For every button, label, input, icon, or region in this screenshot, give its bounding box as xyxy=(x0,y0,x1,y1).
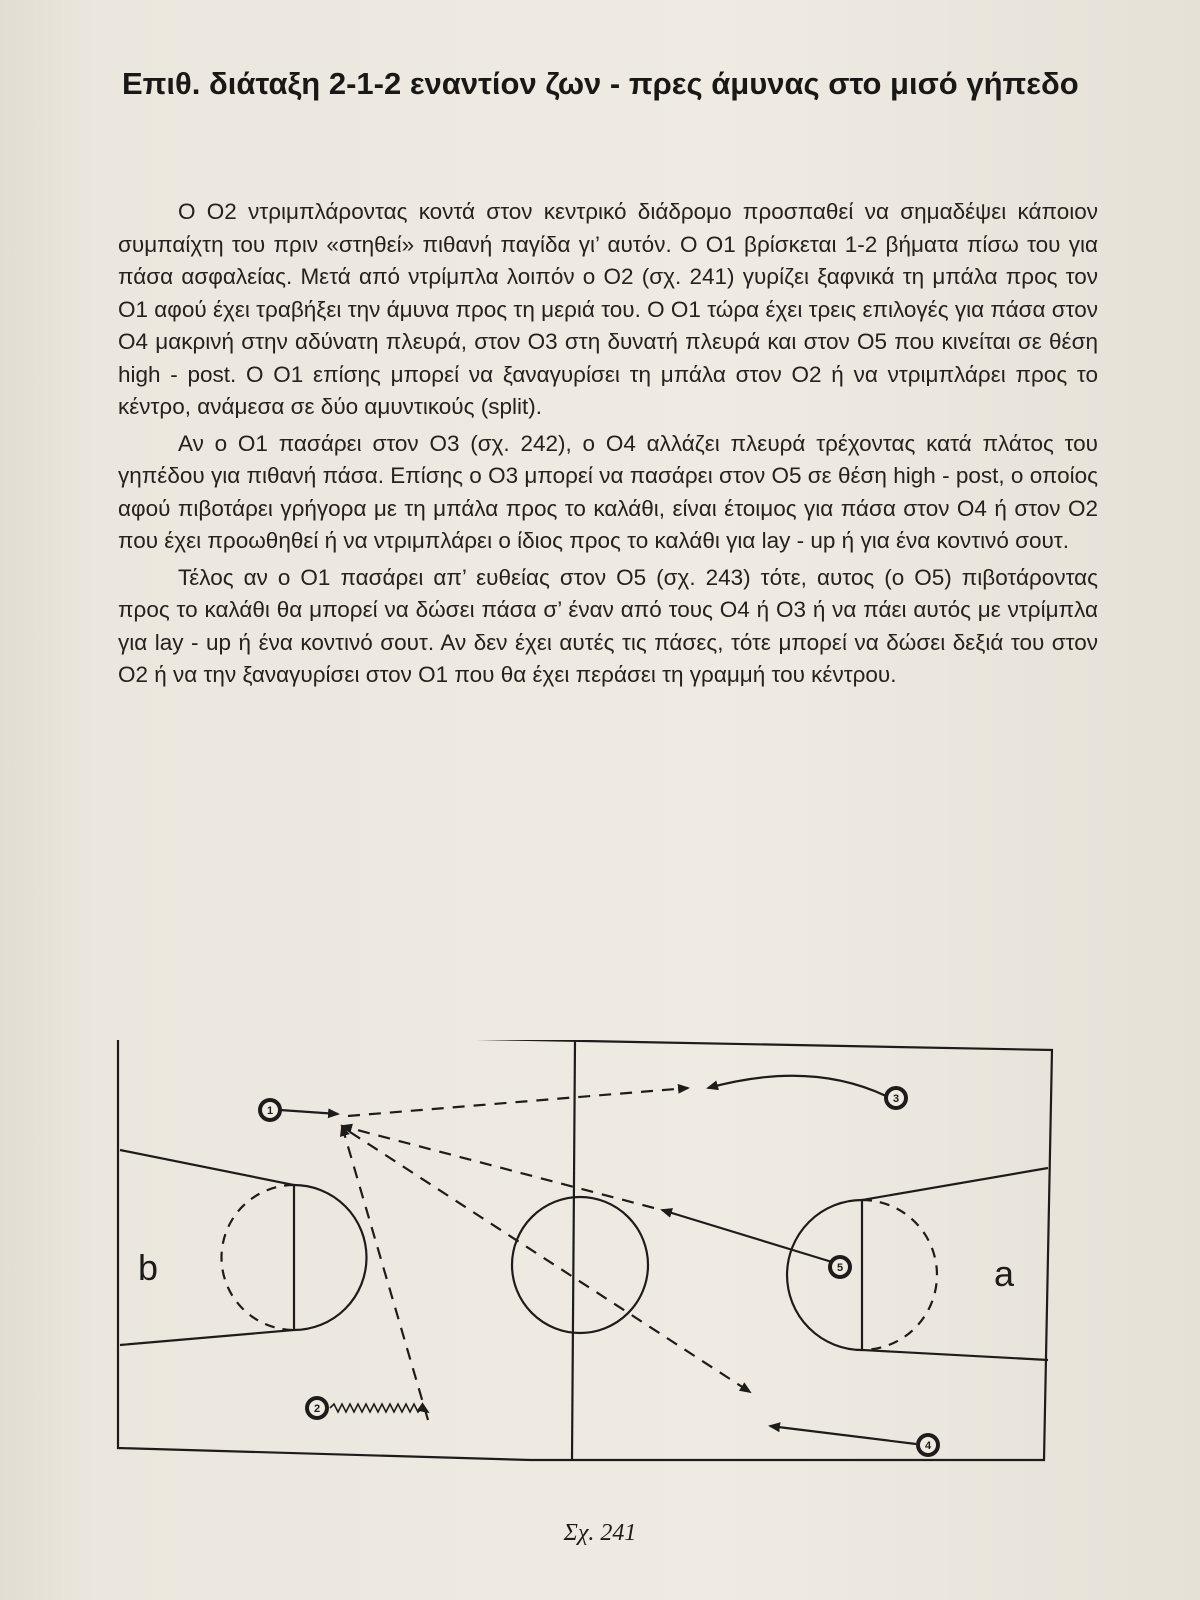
basket-left-label: b xyxy=(138,1247,159,1288)
section-heading: Επιθ. διάταξη 2-1-2 εναντίον ζων - πρες άμυνας στο μισό γήπεδο xyxy=(122,66,1079,101)
o1-move-line xyxy=(280,1110,338,1114)
o2-dribble-path xyxy=(330,1404,428,1412)
player-o1 xyxy=(258,1098,282,1122)
body-text xyxy=(118,196,1098,696)
right-free-throw-arc xyxy=(787,1200,862,1350)
o4-move-path xyxy=(770,1426,916,1444)
player-o3 xyxy=(884,1086,908,1110)
o3-cut-path xyxy=(708,1076,886,1096)
player-o4 xyxy=(916,1433,940,1457)
center-line xyxy=(572,1040,575,1460)
pass-o1-to-o4 xyxy=(350,1132,750,1392)
right-key xyxy=(862,1168,1048,1360)
right-free-throw-dashed xyxy=(862,1200,937,1350)
o5-cut-path xyxy=(662,1210,832,1262)
pass-o2-to-o1 xyxy=(342,1126,428,1420)
pass-o1-to-o3 xyxy=(348,1088,688,1116)
court-boundary xyxy=(118,1040,1052,1460)
svg-text:3: 3 xyxy=(892,1093,900,1105)
left-free-throw-dashed xyxy=(222,1185,295,1330)
svg-text:1: 1 xyxy=(266,1105,274,1117)
player-o5 xyxy=(828,1255,852,1279)
basket-right-label: a xyxy=(994,1253,1015,1294)
paragraph-3: Τέλος αν ο Ο1 πασάρει απ’ ευθείας στον Ο5 (σχ. 243) τότε, αυτος (ο Ο5) πιβοτάροντας προς το καλάθι θα μπορεί να δώσει πάσα σ’ έναν από τους Ο4 ή Ο3 ή να πάει αυτός με ντρίμπλα για lay - up ή ένα κοντινό σουτ. Αν δεν έχει αυτές τις πάσες, τότε μπορεί να δώσει δεξιά του στον Ο2 ή να την ξαναγυρίσει στον Ο1 που θα έχει περάσει τη γραμμή του κέντρου. xyxy=(118,564,1098,687)
paragraph-1: Ο Ο2 ντριμπλάροντας κοντά στον κεντρικό διάδρομο προσπαθεί να σημαδέψει κάποιον συμπαίχτη του πριν «στηθεί» πιθανή παγίδα γι’ αυτόν. Ο Ο1 βρίσκεται 1-2 βήματα πίσω του για πάσα ασφαλείας. Μετά από ντρίμπλα λοιπόν ο Ο2 (σχ. 241) γυρίζει ξαφνικά τη μπάλα προς τον Ο1 αφού έχει τραβήξει την άμυνα προς τη μεριά του. Ο Ο1 τώρα έχει τρεις επιλογές για πάσα στον Ο4 μακρινή στην αδύνατη πλευρά, στον Ο3 στη δυνατή πλευρά και στον Ο5 που κινείται σε θέση high - post. Ο Ο1 επίσης μπορεί να ξαναγυρίσει τη μπάλα στον Ο2 ή να ντριμπλάρει προς το κέντρο, ανάμεσα σε δύο αμυντικούς (split). xyxy=(118,199,1098,419)
player-o2 xyxy=(305,1396,329,1420)
court-diagram xyxy=(110,1040,1090,1510)
svg-text:2: 2 xyxy=(313,1403,321,1415)
figure-caption: Σχ. 241 xyxy=(563,1520,637,1546)
svg-text:5: 5 xyxy=(836,1262,844,1274)
svg-text:4: 4 xyxy=(924,1440,932,1452)
center-circle xyxy=(512,1197,648,1333)
paragraph-2: Αν ο Ο1 πασάρει στον Ο3 (σχ. 242), ο Ο4 αλλάζει πλευρά τρέχοντας κατά πλάτος του γηπέδου για πιθανή πάσα. Επίσης ο Ο3 μπορεί να πασάρει στον Ο5 σε θέση high - post, ο οποίος αφού πιβοτάρει γρήγορα με τη μπάλα προς το καλάθι, είναι έτοιμος για πάσα στον Ο4 ή στον Ο2 που έχει προωθηθεί ή να ντριμπλάρει ο ίδιος προς το καλάθι για lay - up ή για ένα κοντινό σουτ. xyxy=(118,430,1098,553)
left-free-throw-arc xyxy=(294,1185,367,1330)
pass-o5-to-o1 xyxy=(342,1126,654,1208)
